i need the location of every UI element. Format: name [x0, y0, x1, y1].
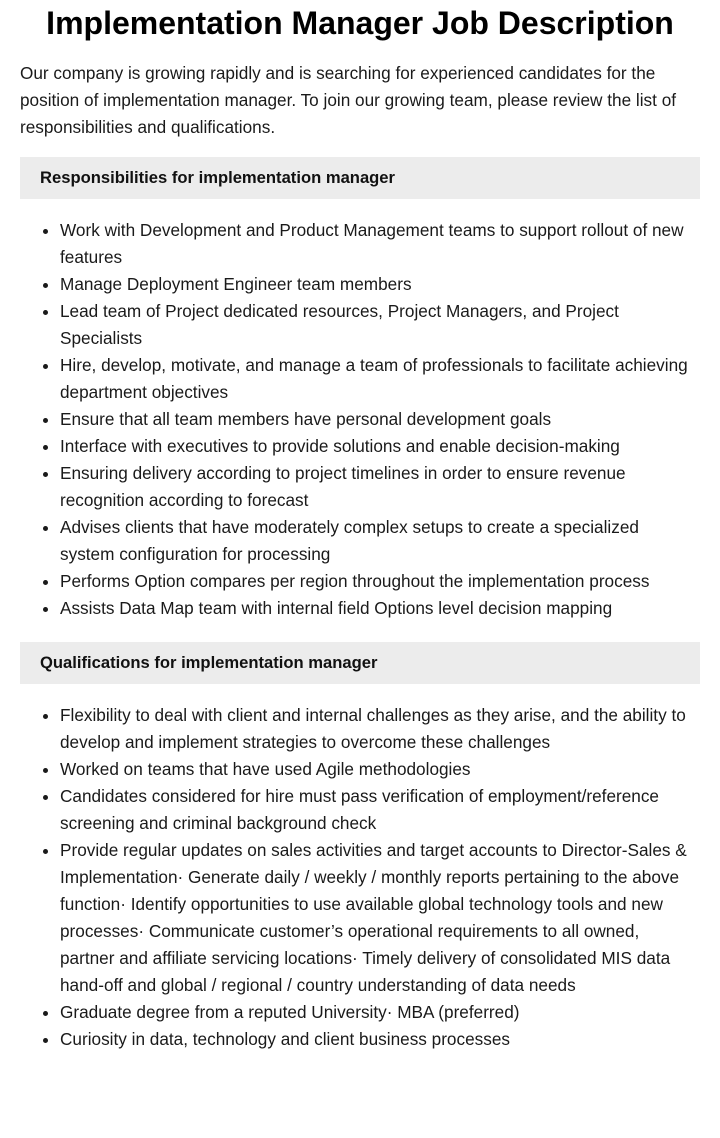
list-item: Worked on teams that have used Agile methodologies [60, 756, 700, 783]
list-item: Interface with executives to provide solutions and enable decision-making [60, 433, 700, 460]
list-item: Flexibility to deal with client and internal challenges as they arise, and the ability to develop and implement strategies to overcome these challenges [60, 702, 700, 756]
intro-paragraph: Our company is growing rapidly and is searching for experienced candidates for the position of implementation manager. To join our growing team, please review the list of responsibilities and qualifications. [20, 63, 677, 137]
qualifications-heading: Qualifications for implementation manager [20, 642, 700, 684]
list-item: Provide regular updates on sales activities and target accounts to Director-Sales & Implementation· Generate daily / weekly / monthly reports pertaining to the above function· Identify opportunities to use available global technology tools and new processes· Communicate customer’s operational requirements to all owned, partner and affiliate servicing locations· Timely delivery of consolidated MIS data hand-off and global / regional / country understanding of data needs [60, 837, 700, 999]
list-item: Work with Development and Product Management teams to support rollout of new features [60, 217, 700, 271]
list-item: Lead team of Project dedicated resources, Project Managers, and Project Specialists [60, 298, 700, 352]
list-item: Performs Option compares per region throughout the implementation process [60, 568, 700, 595]
list-item: Graduate degree from a reputed University· MBA (preferred) [60, 999, 700, 1026]
list-item: Ensuring delivery according to project timelines in order to ensure revenue recognition according to forecast [60, 460, 700, 514]
list-item: Assists Data Map team with internal field Options level decision mapping [60, 595, 700, 622]
list-item: Curiosity in data, technology and client business processes [60, 1026, 700, 1053]
list-item: Ensure that all team members have personal development goals [60, 406, 700, 433]
qualifications-list [20, 702, 700, 1053]
responsibilities-section [20, 157, 700, 622]
list-item: Advises clients that have moderately complex setups to create a specialized system configuration for processing [60, 514, 700, 568]
responsibilities-heading: Responsibilities for implementation manager [20, 157, 700, 199]
qualifications-section [20, 642, 700, 1053]
responsibilities-list [20, 217, 700, 622]
page-title: Implementation Manager Job Description [46, 5, 674, 41]
list-item: Manage Deployment Engineer team members [60, 271, 700, 298]
list-item: Hire, develop, motivate, and manage a team of professionals to facilitate achieving department objectives [60, 352, 700, 406]
list-item: Candidates considered for hire must pass verification of employment/reference screening and criminal background check [60, 783, 700, 837]
